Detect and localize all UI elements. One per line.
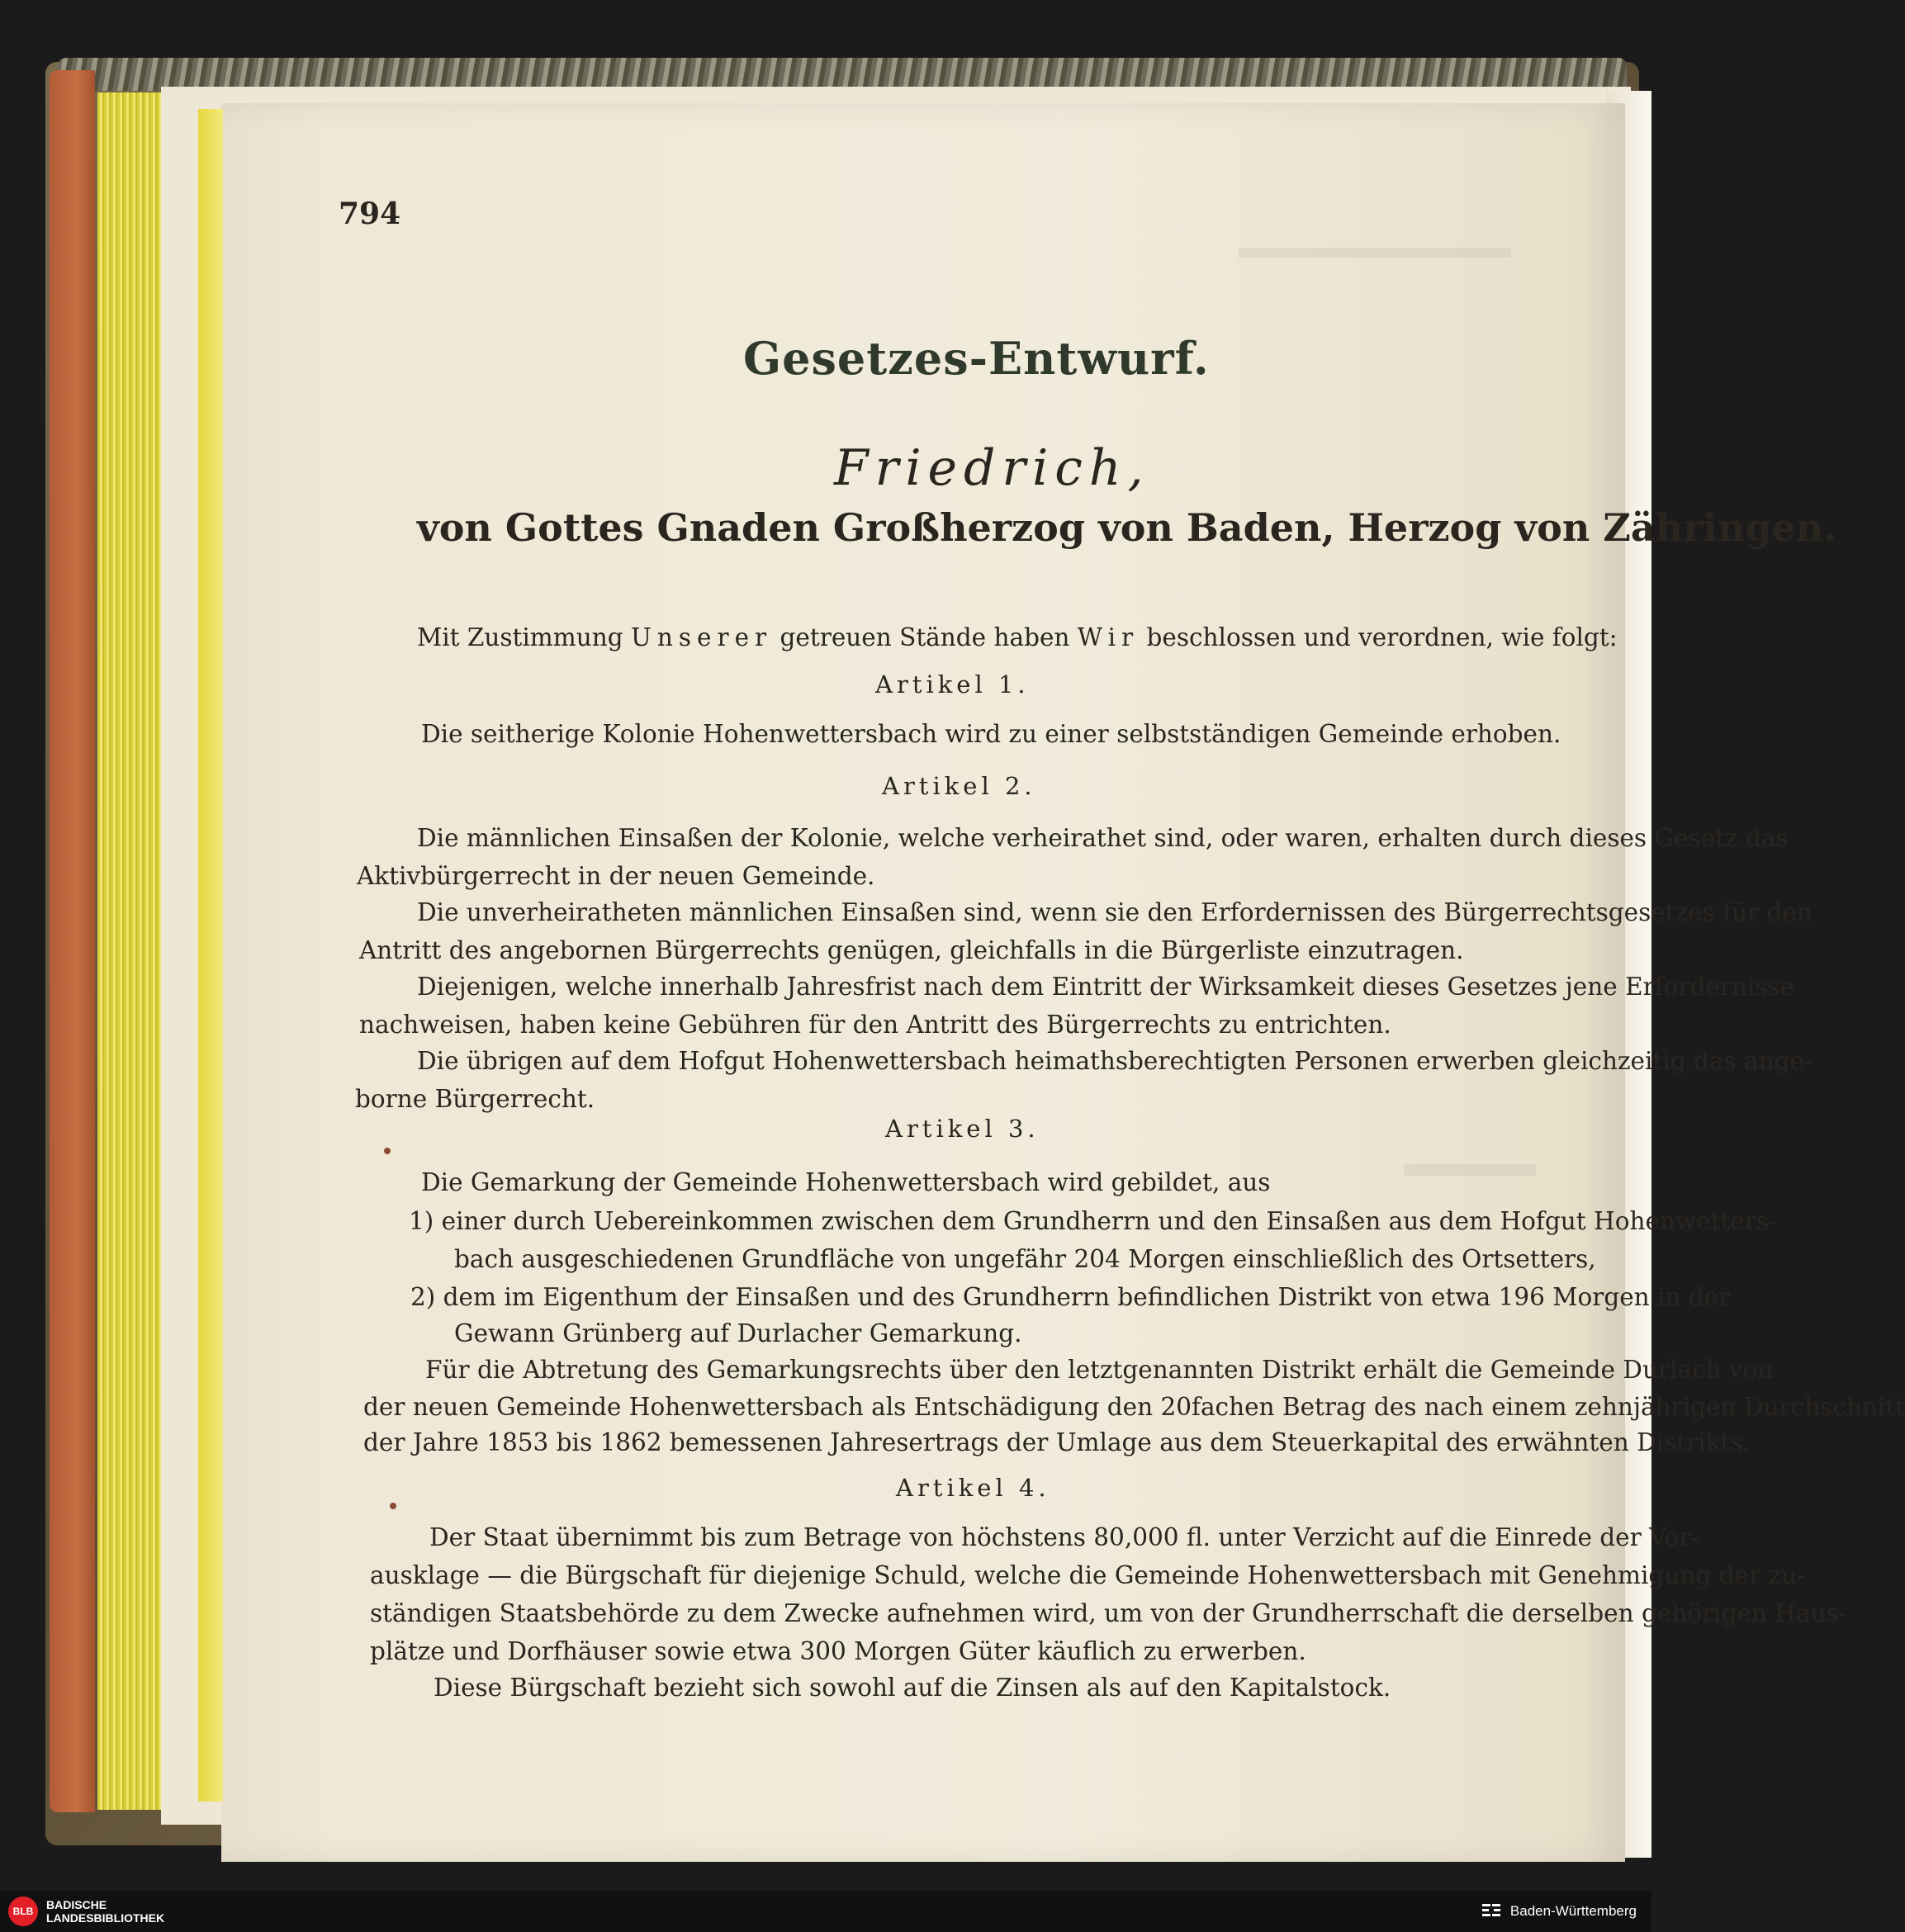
text-line: ständigen Staatsbehörde zu dem Zwecke aufnehmen wird, um von der Grundherrschaft die derselben gehörigen Haus- bbox=[370, 1599, 1847, 1627]
article-heading: Artikel 1. bbox=[875, 670, 1030, 698]
text-line: bach ausgeschiedenen Grundfläche von ungefähr 204 Morgen einschließlich des Ortsetters, bbox=[454, 1245, 1596, 1273]
text-line: nachweisen, haben keine Gebühren für den Antritt des Bürgerrechts zu entrichten. bbox=[359, 1011, 1391, 1039]
text-line: Die männlichen Einsaßen der Kolonie, welche verheirathet sind, oder waren, erhalten durch dieses Gesetz das bbox=[417, 824, 1789, 852]
page-edges bbox=[97, 92, 163, 1810]
text-line: der Jahre 1853 bis 1862 bemessenen Jahresertrags der Umlage aus dem Steuerkapital des erwähnten Distrikts. bbox=[363, 1428, 1751, 1456]
preamble: Mit Zustimmung Unserer getreuen Stände haben Wir beschlossen und verordnen, wie folgt: bbox=[417, 623, 1618, 651]
text-line: Antritt des angebornen Bürgerrechts genügen, gleichfalls in die Bürgerliste einzutragen. bbox=[359, 936, 1464, 964]
text-line: Die unverheiratheten männlichen Einsaßen sind, wenn sie den Erfordernissen des Bürgerrechtsgesetzes für den bbox=[417, 898, 1813, 926]
bw-branding[interactable] bbox=[1479, 1899, 1637, 1924]
text-line: Die seitherige Kolonie Hohenwettersbach wird zu einer selbstständigen Gemeinde erhoben. bbox=[421, 720, 1561, 748]
article-heading: Artikel 3. bbox=[885, 1115, 1040, 1143]
page-edge-yellow bbox=[198, 109, 223, 1802]
text-line: der neuen Gemeinde Hohenwettersbach als Entschädigung den 20fachen Betrag des nach einem zehnjährigen Durchschnitt bbox=[363, 1393, 1905, 1421]
lions-crest-icon bbox=[1479, 1899, 1504, 1924]
text-line: Gewann Grünberg auf Durlacher Gemarkung. bbox=[454, 1319, 1022, 1347]
text-line: Aktivbürgerrecht in der neuen Gemeinde. bbox=[357, 862, 875, 890]
article-heading: Artikel 2. bbox=[882, 772, 1036, 800]
page-title: Gesetzes-Entwurf. bbox=[743, 332, 1210, 385]
blb-logo-icon: BLB bbox=[8, 1896, 38, 1926]
ruler-title: von Gottes Gnaden Großherzog von Baden, Herzog von Zähringen. bbox=[417, 505, 1837, 550]
bleed-through bbox=[1404, 1164, 1536, 1176]
text-line: borne Bürgerrecht. bbox=[355, 1085, 595, 1113]
ruler-name: Friedrich, bbox=[834, 439, 1150, 497]
text-line: Für die Abtretung des Gemarkungsrechts über den letztgenannten Distrikt erhält die Gemeinde Durlach von bbox=[425, 1356, 1774, 1384]
blb-branding[interactable] bbox=[8, 1896, 164, 1926]
text-line: plätze und Dorfhäuser sowie etwa 300 Morgen Güter käuflich zu erwerben. bbox=[370, 1637, 1306, 1665]
text-line: 2) dem im Eigenthum der Einsaßen und des Grundherrn befindlichen Distrikt von etwa 196 Morgen in der bbox=[410, 1283, 1731, 1311]
foxing-mark bbox=[384, 1148, 391, 1154]
marbled-edge bbox=[58, 58, 1627, 91]
text-line: Der Staat übernimmt bis zum Betrage von höchstens 80,000 fl. unter Verzicht auf die Einrede der Vor- bbox=[429, 1523, 1699, 1551]
text-line: Diejenigen, welche innerhalb Jahresfrist nach dem Eintritt der Wirksamkeit dieses Gesetzes jene Erfordernisse bbox=[417, 973, 1795, 1001]
bleed-through bbox=[1239, 248, 1511, 258]
text-line: Diese Bürgschaft bezieht sich sowohl auf die Zinsen als auf den Kapitalstock. bbox=[434, 1674, 1391, 1702]
foxing-mark bbox=[390, 1503, 396, 1509]
viewer-footer bbox=[0, 1891, 1651, 1932]
text-line: Die Gemarkung der Gemeinde Hohenwettersbach wird gebildet, aus bbox=[421, 1168, 1271, 1196]
article-heading: Artikel 4. bbox=[896, 1474, 1050, 1502]
text-line: Die übrigen auf dem Hofgut Hohenwettersbach heimathsberechtigten Personen erwerben gleichzeitig das ange- bbox=[417, 1047, 1813, 1075]
page-number: 794 bbox=[339, 197, 401, 231]
blb-label: BADISCHE LANDESBIBLIOTHEK bbox=[46, 1898, 165, 1925]
text-line: 1) einer durch Uebereinkommen zwischen dem Grundherrn und den Einsaßen aus dem Hofgut Hohenwetters- bbox=[409, 1207, 1777, 1235]
text-line: ausklage — die Bürgschaft für diejenige Schuld, welche die Gemeinde Hohenwettersbach mit Genehmigung der zu- bbox=[370, 1561, 1805, 1589]
bw-label: Baden-Württemberg bbox=[1509, 1903, 1637, 1919]
cover-spine-edge bbox=[50, 70, 95, 1812]
